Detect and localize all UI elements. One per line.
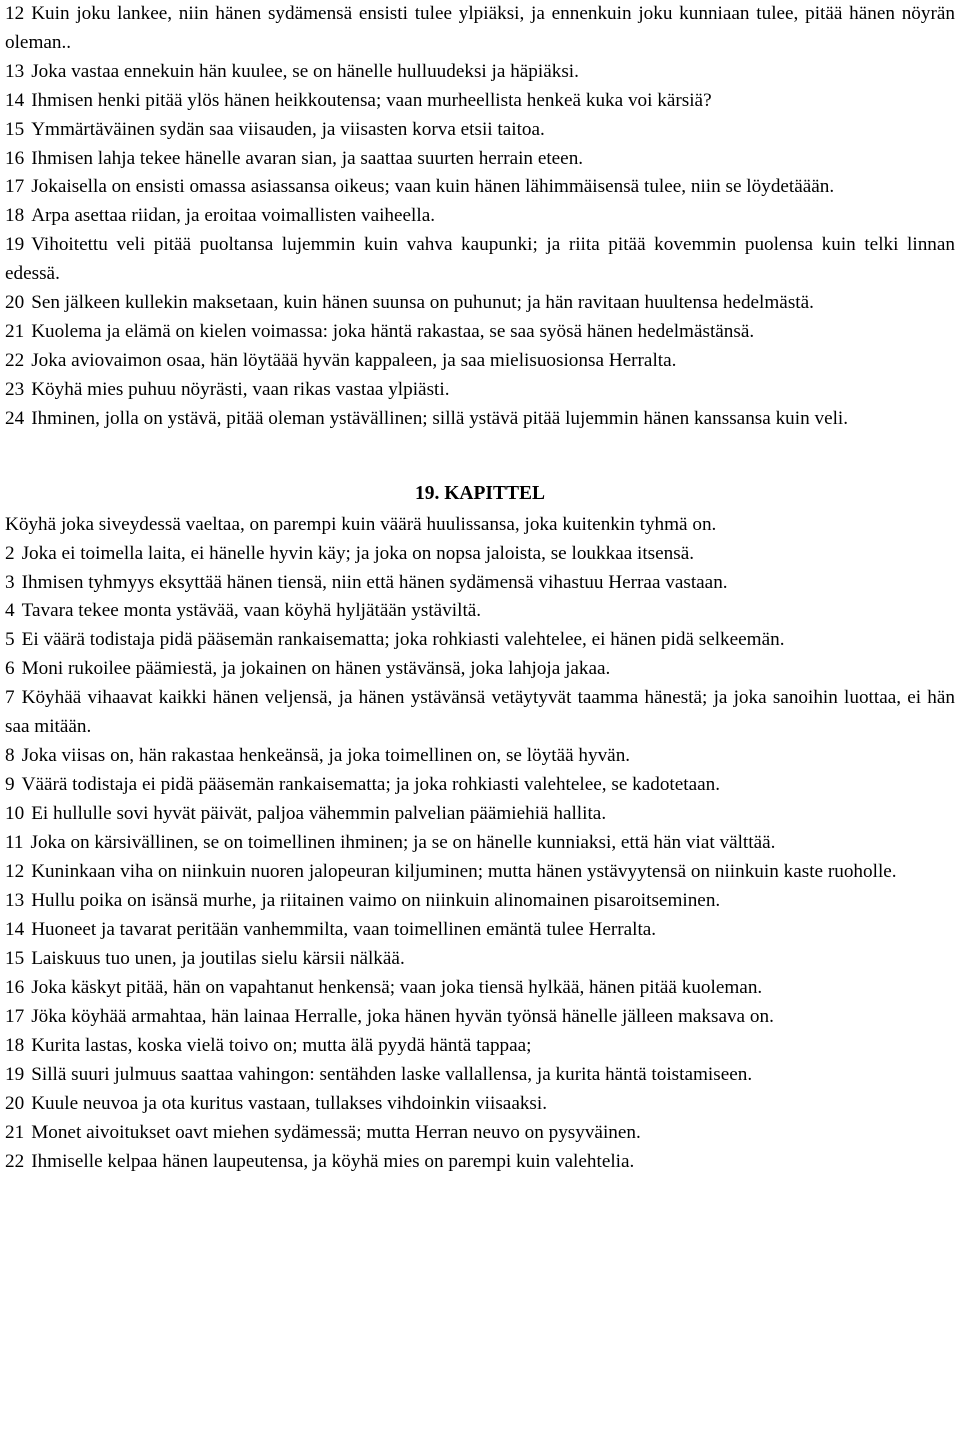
verse-number: 3	[5, 571, 15, 593]
verse-6	[5, 655, 955, 684]
verse-number: 18	[5, 205, 25, 227]
verse-text: Huoneet ja tavarat peritään vanhemmilta, vaan toimellinen emäntä tulee Herralta.	[31, 918, 657, 940]
verse-text: Kurita lastas, koska vielä toivo on; mutta älä pyydä häntä tappaa;	[31, 1034, 532, 1056]
verse-block-chapter-19	[5, 511, 955, 1177]
document-page	[5, 0, 955, 1177]
verse-9	[5, 771, 955, 800]
verse-15	[5, 116, 955, 145]
verse-number: 14	[5, 89, 25, 111]
verse-number: 14	[5, 918, 25, 940]
verse-number: 23	[5, 378, 25, 400]
verse-number: 15	[5, 118, 25, 140]
verse-16	[5, 974, 955, 1003]
verse-7	[5, 684, 955, 742]
verse-text: Ihmisen lahja tekee hänelle avaran sian, ja saattaa suurten herrain eteen.	[31, 147, 584, 169]
verse-number: 18	[5, 1034, 25, 1056]
verse-number: 17	[5, 1005, 25, 1027]
verse-number: 11	[5, 832, 24, 854]
verse-8	[5, 742, 955, 771]
verse-number: 20	[5, 1092, 25, 1114]
verse-text: Ihmisen tyhmyys eksyttää hänen tiensä, niin että hänen sydämensä vihastuu Herraa vastaan.	[21, 571, 728, 593]
verse-number: 5	[5, 629, 15, 651]
verse-number: 2	[5, 542, 15, 564]
verse-11	[5, 829, 955, 858]
verse-text: Sillä suuri julmuus saattaa vahingon: sentähden laske vallallensa, ja kurita häntä toistamiseen.	[31, 1063, 753, 1085]
verse-number: 9	[5, 774, 15, 796]
verse-19	[5, 231, 955, 289]
verse-22	[5, 347, 955, 376]
verse-number: 19	[5, 1063, 25, 1085]
verse-number: 16	[5, 976, 25, 998]
verse-text: Köyhä joka siveydessä vaeltaa, on parempi kuin väärä huulissansa, joka kuitenkin tyhmä on.	[5, 513, 717, 535]
chapter-title: 19. KAPITTEL	[414, 482, 546, 504]
verse-text: Köyhä mies puhuu nöyrästi, vaan rikas vastaa ylpiästi.	[31, 378, 450, 400]
verse-4	[5, 597, 955, 626]
verse-text: Tavara tekee monta ystävää, vaan köyhä hyljätään ystäviltä.	[21, 600, 482, 622]
verse-13	[5, 58, 955, 87]
verse-text: Ei hullulle sovi hyvät päivät, paljoa vähemmin palvelian päämiehiä hallita.	[31, 803, 607, 825]
verse-text: Joka vastaa ennekuin hän kuulee, se on hänelle hulluudeksi ja häpiäksi.	[31, 60, 579, 82]
verse-text: Joka ei toimella laita, ei hänelle hyvin käy; ja joka on nopsa jaloista, se loukkaa itsensä.	[21, 542, 695, 564]
verse-12	[5, 0, 955, 58]
verse-20	[5, 1090, 955, 1119]
verse-text: Kuin joku lankee, niin hänen sydämensä ensisti tulee ylpiäksi, ja ennenkuin joku kunniaan tulee, pitää hänen nöyrän oleman..	[5, 3, 955, 53]
verse-text: Moni rukoilee päämiestä, ja jokainen on hänen ystävänsä, joka lahjoja jakaa.	[21, 658, 611, 680]
verse-15	[5, 945, 955, 974]
verse-text: Joka käskyt pitää, hän on vapahtanut henkensä; vaan joka tiensä hylkää, hänen pitää kuoleman.	[31, 976, 763, 998]
verse-number: 13	[5, 60, 25, 82]
verse-number: 19	[5, 234, 25, 256]
verse-text: Ihminen, jolla on ystävä, pitää oleman ystävällinen; sillä ystävä pitää lujemmin hänen kanssansa kuin veli.	[31, 407, 849, 429]
verse-text: Jokaisella on ensisti omassa asiassansa oikeus; vaan kuin hänen lähimmäisensä tulee, niin se löydetäään.	[31, 176, 835, 198]
verse-text: Ei väärä todistaja pidä pääsemän rankaisematta; joka rohkiasti valehtelee, ei hänen pidä selkeemän.	[21, 629, 785, 651]
verse-21	[5, 318, 955, 347]
verse-number: 21	[5, 1121, 25, 1143]
verse-16	[5, 145, 955, 174]
verse-text: Väärä todistaja ei pidä pääsemän rankaisematta; ja joka rohkiasti valehtelee, se kadotetaan.	[21, 774, 721, 796]
verse-text: Joka aviovaimon osaa, hän löytäää hyvän kappaleen, ja saa mielisuosionsa Herralta.	[31, 349, 677, 371]
verse-text: Monet aivoitukset oavt miehen sydämessä; mutta Herran neuvo on pysyväinen.	[31, 1121, 641, 1143]
verse-text: Laiskuus tuo unen, ja joutilas sielu kärsii nälkää.	[31, 947, 405, 969]
verse-text: Ymmärtäväinen sydän saa viisauden, ja viisasten korva etsii taitoa.	[31, 118, 545, 140]
verse-number: 22	[5, 349, 25, 371]
verse-text: Kuule neuvoa ja ota kuritus vastaan, tullakses vihdoinkin viisaaksi.	[31, 1092, 548, 1114]
verse-number: 21	[5, 320, 25, 342]
verse-23	[5, 376, 955, 405]
verse-text: Jöka köyhää armahtaa, hän lainaa Herralle, joka hänen hyvän työnsä hänelle jälleen maksava on.	[31, 1005, 774, 1027]
verse-block-chapter-18	[5, 0, 955, 434]
verse-text: Kuninkaan viha on niinkuin nuoren jalopeuran kiljuminen; mutta hänen ystävyytensä on niinkuin kaste ruoholle.	[31, 861, 897, 883]
verse-number: 6	[5, 658, 15, 680]
verse-number: 17	[5, 176, 25, 198]
verse-20	[5, 289, 955, 318]
verse-10	[5, 800, 955, 829]
verse-14	[5, 87, 955, 116]
verse-2	[5, 540, 955, 569]
verse-text: Hullu poika on isänsä murhe, ja riitainen vaimo on niinkuin alinomainen pisaroitseminen.	[31, 889, 721, 911]
verse-number: 24	[5, 407, 25, 429]
verse-3	[5, 569, 955, 598]
verse-21	[5, 1119, 955, 1148]
verse-number: 12	[5, 861, 25, 883]
verse-5	[5, 626, 955, 655]
verse-number: 7	[5, 687, 15, 709]
section-gap	[5, 434, 955, 480]
verse-text: Arpa asettaa riidan, ja eroitaa voimallisten vaiheella.	[31, 205, 436, 227]
verse-text: Joka viisas on, hän rakastaa henkeänsä, ja joka toimellinen on, se löytää hyvän.	[21, 745, 631, 767]
verse-number: 12	[5, 3, 25, 24]
verse-text: Vihoitettu veli pitää puoltansa lujemmin kuin vahva kaupunki; ja riita pitää kovemmin puolensa kuin telki linnan edessä.	[5, 234, 955, 285]
verse-22	[5, 1148, 955, 1177]
verse-17	[5, 173, 955, 202]
verse-text: Joka on kärsivällinen, se on toimellinen ihminen; ja se on hänelle kunniaksi, että hän viat välttää.	[30, 832, 776, 854]
verse-text: Kuolema ja elämä on kielen voimassa: joka häntä rakastaa, se saa syösä hänen hedelmästänsä.	[31, 320, 755, 342]
verse-number: 16	[5, 147, 25, 169]
verse-14	[5, 916, 955, 945]
verse-13	[5, 887, 955, 916]
verse-text: Ihmisen henki pitää ylös hänen heikkoutensa; vaan murheellista henkeä kuka voi kärsiä?	[31, 89, 712, 111]
verse-1	[5, 511, 955, 540]
verse-24	[5, 405, 955, 434]
verse-19	[5, 1061, 955, 1090]
verse-18	[5, 202, 955, 231]
verse-text: Köyhää vihaavat kaikki hänen veljensä, ja hänen ystävänsä vetäytyvät taamma hänestä; ja joka sanoihin luottaa, ei hän saa mitään.	[5, 687, 955, 738]
verse-number: 15	[5, 947, 25, 969]
verse-number: 4	[5, 600, 15, 622]
verse-number: 13	[5, 889, 25, 911]
verse-12	[5, 858, 955, 887]
verse-text: Ihmiselle kelpaa hänen laupeutensa, ja köyhä mies on parempi kuin valehtelia.	[31, 1150, 635, 1172]
verse-number: 20	[5, 292, 25, 314]
verse-18	[5, 1032, 955, 1061]
verse-number: 22	[5, 1150, 25, 1172]
verse-number: 8	[5, 745, 15, 767]
verse-17	[5, 1003, 955, 1032]
verse-text: Sen jälkeen kullekin maksetaan, kuin hänen suunsa on puhunut; ja hän ravitaan huultensa hedelmästä.	[31, 292, 814, 314]
verse-number: 10	[5, 803, 25, 825]
